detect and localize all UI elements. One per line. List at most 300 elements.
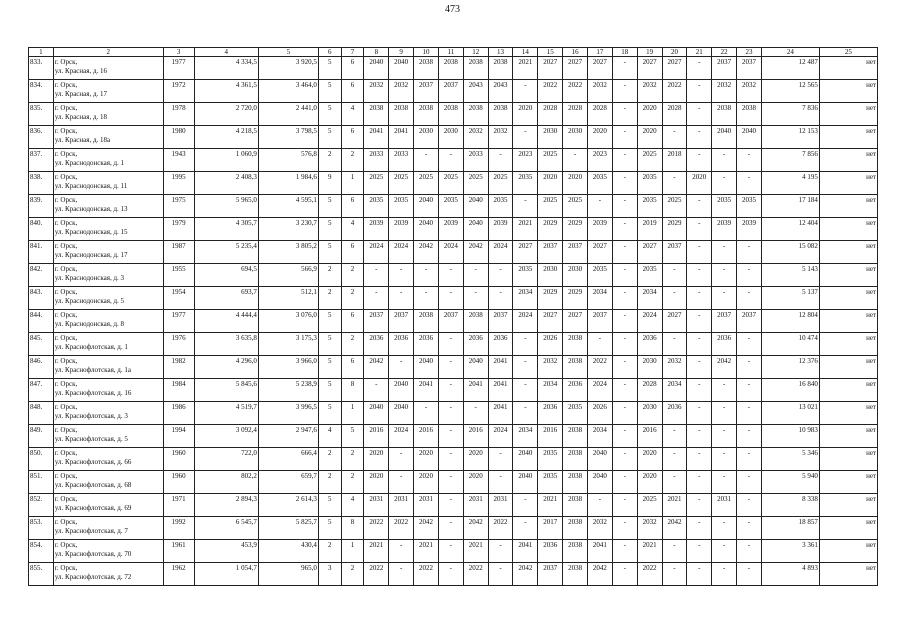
data-cell: 2037 <box>737 57 762 80</box>
data-cell: - <box>612 57 637 80</box>
column-number-cell: 12 <box>463 48 488 57</box>
data-cell: 1 060,9 <box>194 149 258 172</box>
data-cell: - <box>389 540 414 563</box>
data-cell: 1 984,6 <box>258 172 318 195</box>
data-cell: 5 <box>318 402 341 425</box>
table-row <box>29 563 878 586</box>
data-cell: 4 <box>341 103 364 126</box>
data-cell: - <box>737 264 762 287</box>
data-cell: 2020 <box>364 448 389 471</box>
address-street: ул. Краснофлотская, д. 1а <box>54 366 131 374</box>
data-cell: нет <box>819 80 877 103</box>
data-cell: 1943 <box>163 149 194 172</box>
data-cell: 2027 <box>538 57 563 80</box>
data-cell: - <box>712 287 737 310</box>
data-cell: 2028 <box>637 379 662 402</box>
data-cell: 2025 <box>538 149 563 172</box>
data-cell: - <box>712 172 737 195</box>
data-cell: 2038 <box>563 563 588 586</box>
address-cell <box>53 149 163 172</box>
data-cell: 2021 <box>513 57 538 80</box>
data-cell: 2036 <box>538 402 563 425</box>
data-cell: 2022 <box>414 563 439 586</box>
data-cell: 2035 <box>563 402 588 425</box>
data-cell: 2020 <box>463 471 488 494</box>
data-cell: 2033 <box>463 149 488 172</box>
data-cell: - <box>513 402 538 425</box>
data-cell: 2 947,6 <box>258 425 318 448</box>
address-city: г. Орск, <box>54 380 78 388</box>
data-cell: 2032 <box>463 126 488 149</box>
data-cell: 2 <box>341 333 364 356</box>
data-cell: - <box>737 494 762 517</box>
address-cell <box>53 379 163 402</box>
data-cell: - <box>687 287 712 310</box>
data-cell: 8 <box>341 517 364 540</box>
data-cell: 2019 <box>637 218 662 241</box>
data-cell: 2035 <box>513 264 538 287</box>
data-cell: 2038 <box>563 333 588 356</box>
address-street: ул. Красная, д. 17 <box>54 90 108 98</box>
table-row <box>29 103 878 126</box>
address-street: ул. Краснодонская, д. 11 <box>54 182 128 190</box>
data-cell: - <box>612 264 637 287</box>
data-cell: 453,9 <box>194 540 258 563</box>
data-cell: 2032 <box>587 517 612 540</box>
data-cell: 6 545,7 <box>194 517 258 540</box>
data-cell: - <box>687 517 712 540</box>
data-cell: - <box>438 402 463 425</box>
data-cell: 1961 <box>163 540 194 563</box>
row-number-cell: 841. <box>29 241 54 264</box>
row-number-cell: 837. <box>29 149 54 172</box>
data-cell: 2021 <box>513 218 538 241</box>
data-cell: нет <box>819 195 877 218</box>
data-cell: 2024 <box>438 241 463 264</box>
address-cell <box>53 103 163 126</box>
row-number-cell: 844. <box>29 310 54 333</box>
data-cell: 2042 <box>662 517 687 540</box>
data-cell: - <box>712 471 737 494</box>
table-row <box>29 149 878 172</box>
data-cell: - <box>513 494 538 517</box>
data-cell: 2040 <box>587 448 612 471</box>
data-cell: 2 408,3 <box>194 172 258 195</box>
data-cell: - <box>587 494 612 517</box>
data-cell: 2038 <box>563 471 588 494</box>
data-cell: 5 <box>318 241 341 264</box>
data-cell: 2030 <box>637 402 662 425</box>
data-cell: 2039 <box>737 218 762 241</box>
data-cell: 2040 <box>587 471 612 494</box>
data-cell: 2 614,3 <box>258 494 318 517</box>
data-cell: 2038 <box>463 103 488 126</box>
data-cell: 15 082 <box>761 241 819 264</box>
data-cell: - <box>612 425 637 448</box>
data-cell: 2028 <box>563 103 588 126</box>
data-cell: - <box>389 563 414 586</box>
data-cell: - <box>438 149 463 172</box>
data-cell: - <box>389 264 414 287</box>
data-cell: - <box>737 471 762 494</box>
data-cell: 1960 <box>163 448 194 471</box>
column-number-cell: 6 <box>318 48 341 57</box>
address-cell <box>53 310 163 333</box>
address-cell <box>53 517 163 540</box>
data-cell: - <box>587 333 612 356</box>
data-cell: - <box>463 402 488 425</box>
data-cell: 2038 <box>563 448 588 471</box>
address-city: г. Орск, <box>54 242 78 250</box>
data-cell: 2030 <box>438 126 463 149</box>
row-number-cell: 842. <box>29 264 54 287</box>
address-city: г. Орск, <box>54 104 78 112</box>
data-cell: 2032 <box>637 80 662 103</box>
data-cell: - <box>513 333 538 356</box>
data-cell: нет <box>819 310 877 333</box>
column-number-cell: 13 <box>488 48 513 57</box>
data-cell: 4 218,5 <box>194 126 258 149</box>
data-cell: 2032 <box>662 356 687 379</box>
data-cell: 2022 <box>364 563 389 586</box>
address-cell <box>53 448 163 471</box>
data-cell: 2043 <box>488 80 513 103</box>
data-cell: 2022 <box>662 80 687 103</box>
column-number-cell: 4 <box>194 48 258 57</box>
data-cell: 3 464,0 <box>258 80 318 103</box>
data-cell: 2020 <box>364 471 389 494</box>
table-row <box>29 402 878 425</box>
data-cell: 2027 <box>513 241 538 264</box>
data-cell: нет <box>819 540 877 563</box>
data-cell: 5 <box>318 379 341 402</box>
data-cell: 2035 <box>637 264 662 287</box>
column-number-cell: 20 <box>662 48 687 57</box>
table-row <box>29 287 878 310</box>
data-cell: 2025 <box>563 195 588 218</box>
data-cell: нет <box>819 241 877 264</box>
data-cell: 2041 <box>488 356 513 379</box>
address-street: ул. Краснофлотская, д. 70 <box>54 550 132 558</box>
data-cell: 2024 <box>637 310 662 333</box>
data-cell: - <box>414 264 439 287</box>
data-cell: 12 404 <box>761 218 819 241</box>
table-row <box>29 218 878 241</box>
data-cell: 1962 <box>163 563 194 586</box>
data-cell: 2025 <box>438 172 463 195</box>
data-cell: - <box>438 264 463 287</box>
address-street: ул. Краснодонская, д. 1 <box>54 159 125 167</box>
data-cell: 3 996,5 <box>258 402 318 425</box>
data-cell: - <box>612 517 637 540</box>
data-cell: - <box>662 563 687 586</box>
data-cell: 5 <box>318 218 341 241</box>
data-cell: 1979 <box>163 218 194 241</box>
data-cell: - <box>438 333 463 356</box>
data-cell: 2040 <box>414 218 439 241</box>
data-cell: 2041 <box>513 540 538 563</box>
address-street: ул. Краснодонская, д. 17 <box>54 251 128 259</box>
data-cell: 6 <box>341 356 364 379</box>
data-cell: 2036 <box>488 333 513 356</box>
data-cell: 2017 <box>538 517 563 540</box>
row-number-cell: 838. <box>29 172 54 195</box>
data-cell: - <box>587 195 612 218</box>
data-cell: 2027 <box>587 241 612 264</box>
data-cell: - <box>687 103 712 126</box>
address-cell <box>53 425 163 448</box>
data-cell: 2036 <box>712 333 737 356</box>
data-cell: 6 <box>341 241 364 264</box>
data-cell: - <box>488 471 513 494</box>
data-cell: - <box>438 540 463 563</box>
data-cell: - <box>662 172 687 195</box>
data-cell: 2036 <box>414 333 439 356</box>
data-cell: 1995 <box>163 172 194 195</box>
data-cell: 2025 <box>662 195 687 218</box>
data-cell: - <box>513 379 538 402</box>
address-city: г. Орск, <box>54 81 78 89</box>
data-cell: нет <box>819 494 877 517</box>
data-cell: - <box>612 563 637 586</box>
data-cell: 2037 <box>712 57 737 80</box>
data-cell: - <box>612 241 637 264</box>
address-city: г. Орск, <box>54 495 78 503</box>
table-row <box>29 517 878 540</box>
table-row <box>29 494 878 517</box>
data-cell: - <box>737 356 762 379</box>
data-cell: - <box>687 563 712 586</box>
address-street: ул. Красная, д. 16 <box>54 67 108 75</box>
data-cell: 2032 <box>389 80 414 103</box>
data-cell: 2042 <box>414 241 439 264</box>
column-number-cell: 17 <box>587 48 612 57</box>
data-cell: 3 635,8 <box>194 333 258 356</box>
data-cell: - <box>662 264 687 287</box>
data-cell: 2039 <box>488 218 513 241</box>
data-cell: 2038 <box>389 103 414 126</box>
data-cell: 2025 <box>538 195 563 218</box>
data-cell: 2037 <box>538 241 563 264</box>
data-cell: - <box>712 149 737 172</box>
data-cell: 2034 <box>587 287 612 310</box>
column-number-cell: 2 <box>53 48 163 57</box>
data-cell: - <box>687 448 712 471</box>
data-cell: 1977 <box>163 310 194 333</box>
address-cell <box>53 241 163 264</box>
data-cell: 2038 <box>737 103 762 126</box>
data-cell: нет <box>819 356 877 379</box>
address-street: ул. Краснодонская, д. 15 <box>54 228 128 236</box>
address-street: ул. Краснофлотская, д. 1 <box>54 343 128 351</box>
data-cell: 2040 <box>513 471 538 494</box>
table-row <box>29 264 878 287</box>
data-cell: - <box>712 241 737 264</box>
data-cell: - <box>389 287 414 310</box>
data-cell: 5 <box>318 356 341 379</box>
data-cell: 2037 <box>587 310 612 333</box>
data-cell: 4 361,5 <box>194 80 258 103</box>
data-cell: 2027 <box>662 310 687 333</box>
address-cell <box>53 80 163 103</box>
data-cell: 2036 <box>538 540 563 563</box>
data-cell: - <box>687 80 712 103</box>
data-cell: 2027 <box>662 57 687 80</box>
data-cell: - <box>612 494 637 517</box>
data-cell: 2029 <box>538 287 563 310</box>
data-cell: нет <box>819 264 877 287</box>
data-cell: - <box>737 172 762 195</box>
address-city: г. Орск, <box>54 449 78 457</box>
data-cell: - <box>389 448 414 471</box>
data-cell: 2040 <box>389 57 414 80</box>
data-cell: - <box>687 218 712 241</box>
data-cell: 1971 <box>163 494 194 517</box>
table-body <box>29 57 878 586</box>
data-cell: 2029 <box>563 218 588 241</box>
data-cell: 2036 <box>637 333 662 356</box>
data-cell: - <box>737 517 762 540</box>
data-cell: - <box>438 471 463 494</box>
data-cell: 2037 <box>438 310 463 333</box>
data-cell: 6 <box>341 195 364 218</box>
data-cell: 2027 <box>563 310 588 333</box>
data-cell: - <box>438 494 463 517</box>
row-number-cell: 855. <box>29 563 54 586</box>
data-cell: - <box>612 103 637 126</box>
data-cell: 2042 <box>712 356 737 379</box>
data-cell: 2031 <box>463 494 488 517</box>
data-cell: 2035 <box>364 195 389 218</box>
data-cell: 2030 <box>637 356 662 379</box>
data-cell: - <box>513 356 538 379</box>
data-cell: 2020 <box>637 103 662 126</box>
data-cell: 430,4 <box>258 540 318 563</box>
data-cell: 2036 <box>389 333 414 356</box>
row-number-cell: 847. <box>29 379 54 402</box>
data-cell: 2020 <box>637 126 662 149</box>
data-cell: 2026 <box>538 333 563 356</box>
row-number-cell: 835. <box>29 103 54 126</box>
data-cell: 2041 <box>364 126 389 149</box>
data-cell: - <box>612 126 637 149</box>
data-cell: - <box>438 356 463 379</box>
row-number-cell: 850. <box>29 448 54 471</box>
data-cell: 2016 <box>414 425 439 448</box>
address-cell <box>53 471 163 494</box>
data-cell: нет <box>819 402 877 425</box>
data-cell: 6 <box>341 80 364 103</box>
data-cell: 2024 <box>364 241 389 264</box>
data-cell: - <box>513 517 538 540</box>
address-street: ул. Краснофлотская, д. 72 <box>54 573 132 581</box>
row-number-cell: 833. <box>29 57 54 80</box>
data-cell: 2041 <box>488 379 513 402</box>
data-cell: 5 143 <box>761 264 819 287</box>
data-cell: 2027 <box>587 57 612 80</box>
data-cell: 3 230,7 <box>258 218 318 241</box>
data-cell: 5 <box>318 517 341 540</box>
data-cell: - <box>737 149 762 172</box>
address-city: г. Орск, <box>54 265 78 273</box>
address-city: г. Орск, <box>54 219 78 227</box>
data-cell: 2032 <box>364 80 389 103</box>
data-cell: - <box>513 80 538 103</box>
data-cell: 2028 <box>662 103 687 126</box>
data-cell: 2038 <box>712 103 737 126</box>
data-cell: - <box>612 218 637 241</box>
data-cell: 2038 <box>563 494 588 517</box>
table-row <box>29 540 878 563</box>
data-cell: 2038 <box>414 57 439 80</box>
data-cell: 2040 <box>463 195 488 218</box>
data-cell: 10 983 <box>761 425 819 448</box>
data-cell: 2040 <box>737 126 762 149</box>
data-cell: 4 893 <box>761 563 819 586</box>
data-cell: 2020 <box>513 103 538 126</box>
data-cell: 2030 <box>538 126 563 149</box>
data-cell: 2024 <box>488 241 513 264</box>
data-cell: - <box>662 540 687 563</box>
data-cell: 2 <box>318 287 341 310</box>
address-cell <box>53 172 163 195</box>
data-cell: - <box>687 310 712 333</box>
data-cell: - <box>563 149 588 172</box>
data-cell: 2032 <box>737 80 762 103</box>
address-street: ул. Краснодонская, д. 8 <box>54 320 125 328</box>
row-number-cell: 854. <box>29 540 54 563</box>
data-cell: 1 <box>341 172 364 195</box>
data-cell: 2 720,0 <box>194 103 258 126</box>
data-cell: 4 305,7 <box>194 218 258 241</box>
data-cell: 4 195 <box>761 172 819 195</box>
table-row <box>29 126 878 149</box>
data-cell: 2035 <box>538 471 563 494</box>
data-cell: 5 <box>341 425 364 448</box>
data-cell: 2035 <box>538 448 563 471</box>
data-cell: 2041 <box>389 126 414 149</box>
address-cell <box>53 402 163 425</box>
data-cell: 2038 <box>563 517 588 540</box>
data-cell: 2032 <box>637 517 662 540</box>
data-cell: - <box>488 563 513 586</box>
data-cell: 2029 <box>662 218 687 241</box>
data-cell: - <box>737 425 762 448</box>
data-cell: 3 798,5 <box>258 126 318 149</box>
data-cell: 3 966,0 <box>258 356 318 379</box>
data-cell: - <box>662 126 687 149</box>
row-number-cell: 839. <box>29 195 54 218</box>
data-cell: 1 <box>341 402 364 425</box>
data-cell: 2 <box>318 471 341 494</box>
address-city: г. Орск, <box>54 150 78 158</box>
data-cell: 2043 <box>463 80 488 103</box>
data-cell: 2038 <box>414 103 439 126</box>
data-cell: 2030 <box>538 264 563 287</box>
data-cell: - <box>612 333 637 356</box>
data-cell: - <box>488 149 513 172</box>
data-cell: 2039 <box>389 218 414 241</box>
data-cell: 2038 <box>463 310 488 333</box>
data-cell: 4 519,7 <box>194 402 258 425</box>
data-cell: 2020 <box>587 126 612 149</box>
address-cell <box>53 333 163 356</box>
address-cell <box>53 57 163 80</box>
data-cell: нет <box>819 126 877 149</box>
address-cell <box>53 195 163 218</box>
address-city: г. Орск, <box>54 334 78 342</box>
data-cell: - <box>488 264 513 287</box>
